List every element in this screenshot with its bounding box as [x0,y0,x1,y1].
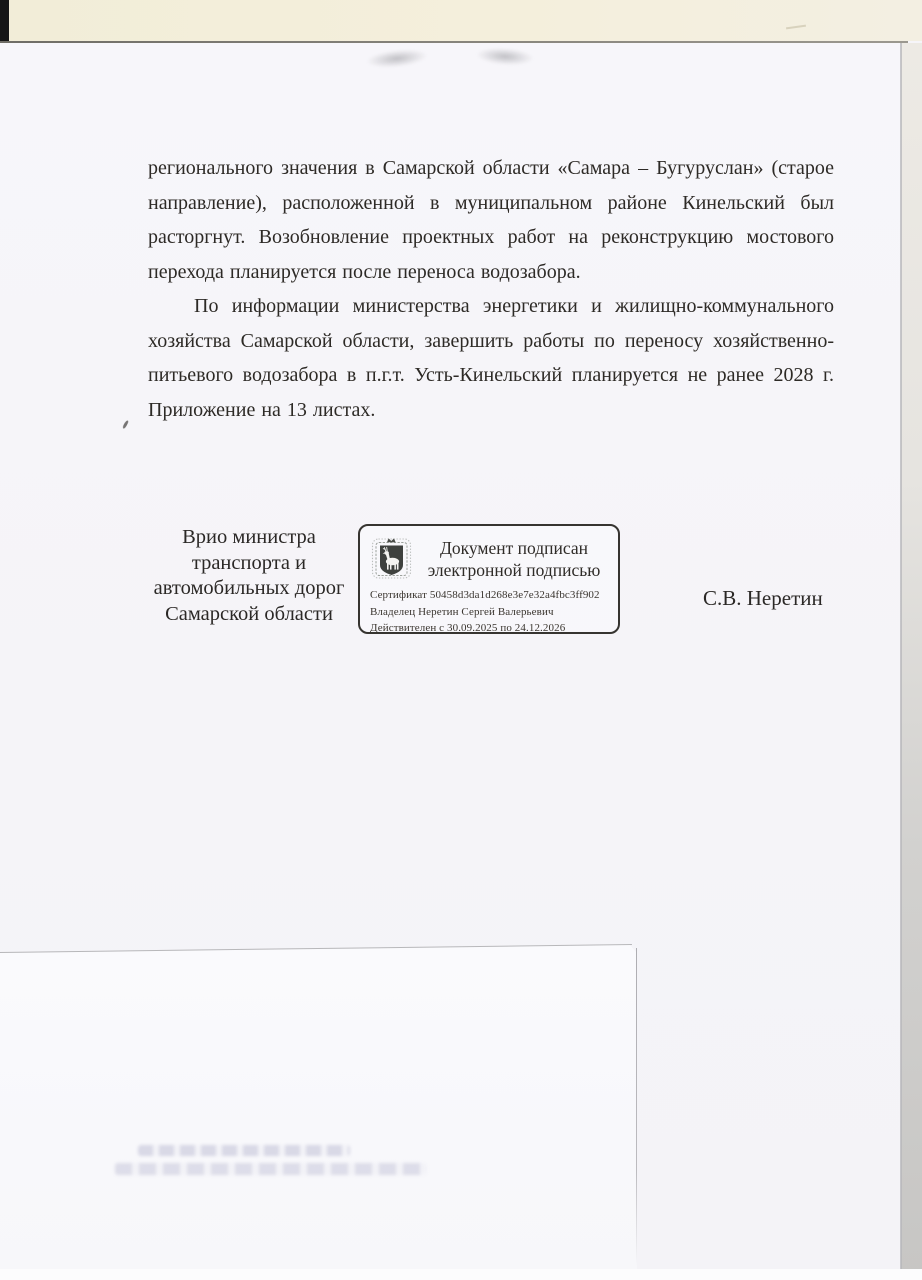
body-line: По информации министерства энергетики и жилищно-коммунального [194,295,834,317]
underlying-second-sheet [0,944,638,1280]
digital-signature-stamp [358,524,620,634]
letter-body [148,151,834,427]
scan-bottom-white-strip [0,1269,922,1280]
signer-position-line: автомобильных дорог [153,577,345,599]
signer-position-line: Врио министра [182,526,316,548]
samara-region-coat-of-arms-icon [368,534,415,581]
signer-position-line: транспорта и [191,551,307,574]
body-line: регионального значения в Самарской области «Самара – Бугуруслан» (старое [148,157,834,179]
body-line: хозяйства Самарской области, завершить работы по переносу хозяйственно- [148,329,834,352]
scan-black-bar-artifact [0,0,9,41]
body-line: расторгнут. Возобновление проектных работ на реконструкцию мостового [148,226,834,248]
body-line: питьевого водозабора в п.г.т. Усть-Кинельский планируется не ранее 2028 г. [148,364,834,386]
stamp-certificate: Сертификат 50458d3da1d268e3e7e32a4fbc3ff902 [370,589,600,601]
body-line: направление), расположенной в муниципальном районе Кинельский был [148,191,834,214]
signer-name: С.В. Неретин [703,586,823,610]
scan-backdrop-right-strip [901,43,922,1280]
letter-sheet-right-edge [900,43,902,1269]
second-sheet-right-edge [636,948,637,1266]
body-line: Приложение на 13 листах. [148,398,376,421]
stamp-title [416,537,612,581]
stamp-title-line: электронной подписью [427,560,601,580]
body-line: перехода планируется после переноса водозабора. [148,260,581,283]
ghost-showthrough-text-line [115,1163,427,1175]
stamp-title-line: Документ подписан [439,538,589,558]
stamp-details [370,587,600,637]
stamp-owner: Владелец Неретин Сергей Валерьевич [370,605,554,618]
signer-position-line: Самарской области [165,602,333,625]
stamp-validity: Действителен с 30.09.2025 по 24.12.2026 [370,622,566,634]
signer-position-block [143,525,355,627]
scan-backdrop-top-band [0,0,922,41]
ghost-showthrough-text-line [138,1145,350,1156]
